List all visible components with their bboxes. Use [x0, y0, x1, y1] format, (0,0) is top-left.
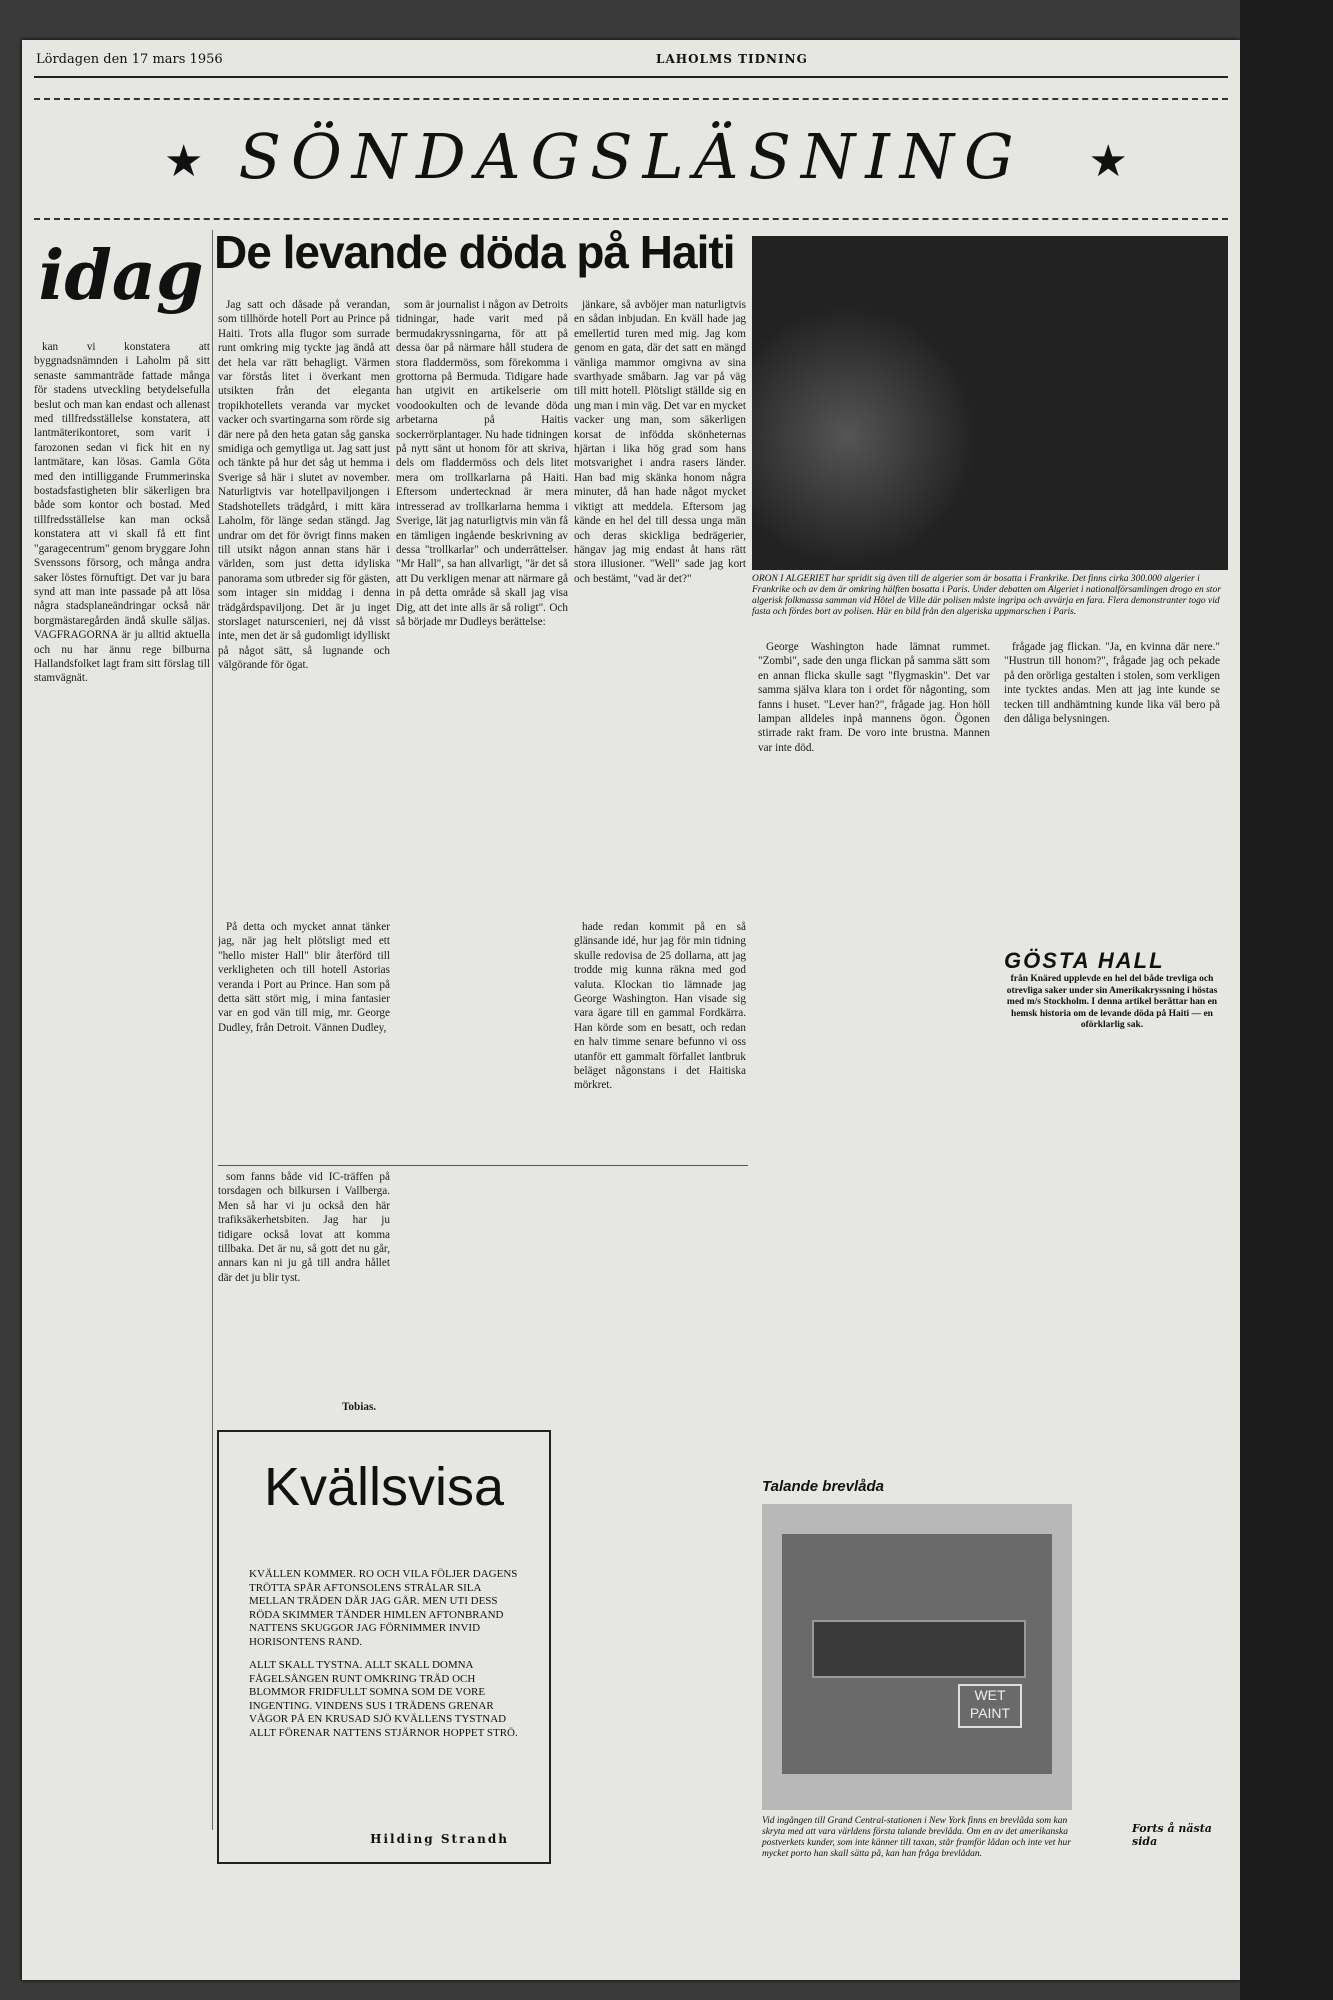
poem-box — [217, 1430, 551, 1864]
article-text: George Washington hade lämnat rummet. "Zombi", sade den unga flickan på samma sätt som en annan flicka skulle sagt "flygmaskin". Det var samma själva klara ton i ordet för någonting, som fanns i huset. "Lever han?", frågade jag. Hon höll lampan alldeles inpå mannens ögon. Ögonen stirrade rakt fram. De voro inte brustna. Mannen var inte död. — [758, 641, 990, 754]
mailbox-photo — [762, 1504, 1072, 1810]
mailbox-caption: Vid ingången till Grand Central-stationen i New York finns en brevlåda som kan skryta med att vara världens första talande brevlåda. Om en av det amerikanska postverkets kunder, som inte känner till taxan, står framför lådan och inte vet hur mycket porto han skall sätta på, kan han fråga brevlådan. — [762, 1816, 1071, 1859]
mailbox-body — [782, 1534, 1052, 1774]
article-text: På detta och mycket annat tänker jag, när jag helt plötsligt med ett "hello mister Hall" blir återförd till verkligheten och till hotell Astorias veranda i Port au Prince. Han som på detta sätt stört mig, i mina fantasier var en god vän till mig, mr. George Dudley, från Detroit. Vännen Dudley, — [218, 921, 390, 1034]
star-icon: ★ — [164, 136, 204, 187]
poem-title: Kvällsvisa — [263, 1457, 505, 1517]
article-column-5 — [758, 640, 990, 1460]
section-title: SÖNDAGSLÄSNING — [238, 120, 1024, 193]
poem-stanza: KVÄLLEN KOMMER. RO OCH VILA FÖLJER DAGENS TRÖTTA SPÅR AFTONSOLENS STRÅLAR SILA MELLAN TRÄDEN DÄR JAG GÅR. MEN UTI DESS RÖDA SKIMMER TÄNDER HIMLEN AFTONBRAND NATTENS SKUGGOR JAG FÖRNIMMER INVID HORISONTENS RAND. — [249, 1568, 518, 1648]
article-column-1b — [218, 920, 390, 1160]
column-divider — [212, 230, 213, 1830]
poem-author: Hilding Strandh — [370, 1832, 509, 1846]
idag-column — [34, 340, 210, 1820]
crowd-photo — [752, 236, 1228, 570]
article-text: Jag satt och dåsade på verandan, som tillhörde hotell Port au Prince på Haiti. Trots alla flugor som surrade runt omkring mig tyckte jag ändå att det hela var rätt behagligt. Värmen var förstås litet i överkant men utsikten från det eleganta tropikhotellets veranda var mycket vacker och svartingarna som rörde sig där nere på den heta gatan såg ganska smidiga och gemytliga ut. Jag satt just och tänkte på hur det såg ut hemma i Sverige så här i slutet av november. Naturligtvis var hotellpaviljongen i Stadshotellets trädgård, i mitt kära Laholm, för länge sedan stängd. Jag undrar om det för övrigt finns maken till utsikt någon annan stans här i världen, som just detta idyliska panorama som utbreder sig för gästen, som intager sin middag i denna trädgårdspaviljong. Det är ju inget storslaget naturscenieri, nej då visst inte, men det är så gudomligt idylliskt på något sätt, så lugnande och välgörande för ögat. — [218, 299, 390, 672]
crowd-photo-caption: ORON I ALGERIET har spridit sig även till de algerier som är bosatta i Frankrike. Det finns cirka 300.000 algerier i Frankrike och av dem är omkring hälften bosatta i Paris. Under debatten om Algeriet i nationalförsamlingen drogo en stor algerisk folkmassa samman vid Hôtel de Ville där polisen måste ingripa och avvärja en fara. Flera demonstranter togo vid fasta och fördes bort av polisen. Här en bild från den algeriska uppmarschen i Paris. — [752, 574, 1221, 617]
scan-edge — [1240, 0, 1333, 2000]
wet-paint-sign: WET PAINT — [958, 1684, 1022, 1728]
idag-logo: idag — [38, 236, 204, 316]
section-banner — [34, 98, 1228, 220]
article-text: jänkare, så avböjer man naturligtvis en sådan inbjudan. En kväll hade jag emellertid turen med mig. Jag kom genom en gata, där det satt en mängd vänliga mammor omgivna av sina svarthyade småbarn. Jag var på väg till mitt hotell. Plötsligt ställde sig en ung man i min väg. Det var en mycket vacker ung man, som säkerligen korsat de infödda skönheternas hjärtan i lika hög grad som hans motsvarighet i andra rasers länder. Han bad mig skänka honom några minuter, då han hade något mycket viktigt att meddela. Eftersom jag kände en hel del till dessa unga män och deras skickliga bedrägerier, hängav jag mig endast åt hans rätt stora illusioner. "Well" sade jag kort och bestämt, "vad är det?" — [574, 299, 746, 585]
poem-body — [249, 1568, 529, 1750]
article-column-1 — [218, 298, 390, 918]
article-column-3 — [574, 298, 746, 918]
star-icon: ★ — [1088, 136, 1128, 187]
author-intro: från Knäred upplevde en hel del både trevliga och otrevliga saker under sin Amerikakryssning i höstas med m/s Stockholm. I denna artikel berättar han en hemsk historia om de levande döda på Haiti — en oförklarlig sak. — [1006, 974, 1218, 1030]
page-header — [36, 48, 1226, 74]
article-headline: De levande döda på Haiti — [214, 226, 735, 278]
author-name: GÖSTA HALL — [1004, 948, 1165, 973]
tobias-column — [218, 1170, 390, 1370]
tobias-text: som fanns både vid IC-träffen på torsdagen och bilkursen i Vallberga. Men så har vi ju också den här trafiksäkerhetsbiten. Jag har ju tidigare också lovat att komma tillbaka. Det är nu, så gott det nu går, annars kan ni ju gå till andra hållet där det ju blir tyst. — [218, 1171, 390, 1284]
idag-text: kan vi konstatera att byggnadsnämnden i Laholm på sitt senaste sammanträde fattade många för stadens utveckling betydelsefulla beslut och man kan endast och allenast med tillfredsställelse konstatera, att lantmäterikontoret, som varit i farozonen sedan vi fick hit en ny lantmätare, kan lösas. Gamla Göta med den intilliggande Frummerinska bostadsfastigheten blir säkerligen bra både som kontor och bostad. Med tillfredsställelse kan man också konstatera att vi skall få ett fint "garagecentrum" genom bryggare John Svenssons försorg, och många andra saker löstes förnuftigt. Det var ju bara synd att man inte passade på att lösa några stadsplaneändringar också när borgmästaregården ändå skulle säljas. VAGFRAGORNA är ju alltid aktuella och nu har ännu rege bilburna Hallandsfolket lagt fram sitt förslag till stamvägnät. — [34, 341, 210, 685]
article-text: som är journalist i någon av Detroits tidningar, hade varit med på bermudakryssningarna, för att på dessa öar på närmare håll studera de stora fladdermöss, som förekomma i grottorna på Bermuda. Tidigare hade han utgivit en artikelserie om voodookulten och de levande döda arbetarna på Haitis sockerrörplantager. Nu hade tidningen på nytt sänt ut honom för att skriva, dels om fladdermöss och dels litet mera om trollkarlarna på Haiti. Eftersom undertecknad är mera intresserad av trollkarlarna hemma i Sverige, lät jag naturligtvis min vän få en tämligen ingående beskrivning av dessa "trollkarlar" och underrättelser. "Mr Hall", sa han allvarligt, "är det så att Du verkligen menar att närmare gå in på detta område så skall jag visa Dig, att det inte alls är så roligt". Och så började mr Dudleys berättelse: — [396, 299, 568, 628]
newspaper-name: LAHOLMS TIDNING — [656, 52, 808, 66]
byline-tobias: Tobias. — [342, 1401, 377, 1413]
article-column-4 — [574, 920, 746, 1820]
header-rule — [34, 76, 1228, 78]
article-text: hade redan kommit på en så glänsande idé, hur jag för min tidning skulle redovisa de 25 dollarna, att jag trodde mig kunna räkna med god valuta. Klockan tio lämnade jag George Washington. Han visade sig vara ägare till en gammal Fordkärra. Han körde som en besatt, och redan en halv timme senare befunno vi oss utanför ett gammalt förfallet lantbruk beläget någonstans i det Haitiska mörkret. — [574, 921, 746, 1092]
poem-stanza: ALLT SKALL TYSTNA. ALLT SKALL DOMNA FÅGELSÅNGEN RUNT OMKRING TRÄD OCH BLOMMOR FRIDFULLT SOMNA SOM DE VORE INGENTING. VINDENS SUS I TRÄDENS GRENAR VÅGOR PÅ EN KRUSAD SJÖ KVÄLLENS TYSTNAD ALLT FÖRENAR NATTENS STJÄRNOR HOPPET STRÖ. — [249, 1659, 518, 1739]
article-column-2 — [396, 298, 568, 918]
issue-date: Lördagen den 17 mars 1956 — [36, 52, 223, 67]
mailbox-heading: Talande brevlåda — [762, 1478, 884, 1495]
newspaper-page — [22, 40, 1240, 1980]
continued-note: Forts å nästa sida — [1132, 1822, 1212, 1848]
article-text: frågade jag flickan. "Ja, en kvinna där nere." "Hustrun till honom?", frågade jag och pekade på den orörliga gestalten i stolen, som verkligen inte tycktes andas. Men att jag inte kunde se tecken till andhämtning kunde lika väl bero på den dåliga belysningen. — [1004, 641, 1220, 726]
mailbox-slot — [812, 1620, 1026, 1678]
